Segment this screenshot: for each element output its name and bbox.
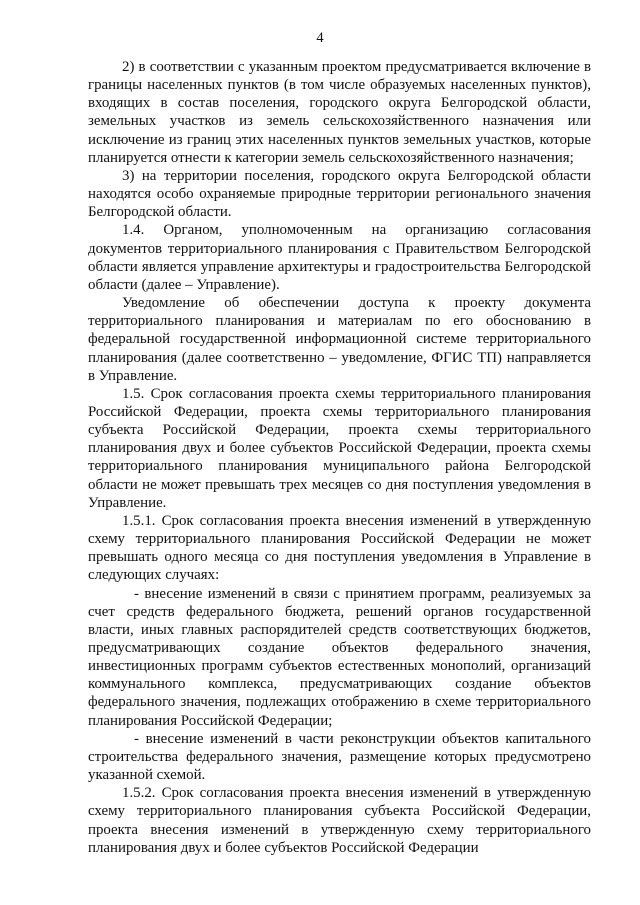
paragraph-item-3: 3) на территории поселения, городского округа Белгородской области находятся особо охраняемые природные территории регионального значения Белгородской области.	[88, 167, 591, 221]
paragraph-section-1-5-2: 1.5.2. Срок согласования проекта внесения изменений в утвержденную схему территориального планирования субъекта Российской Федерации, проекта внесения изменений в утвержденную схему территориального планирования двух и более субъектов Российской Федерации	[88, 785, 591, 856]
paragraph-item-2: 2) в соответствии с указанным проектом предусматривается включение в границы населенных пунктов (в том числе образуемых населенных пунктов), входящих в состав поселения, городского округа Белгородской области, земельных участков из земель сельскохозяйственного назначения или исключение из границ этих населенных пунктов земельных участков, которые планируется отнести к категории земель сельскохозяйственного назначения;	[88, 59, 591, 166]
paragraph-section-1-5-1: 1.5.1. Срок согласования проекта внесения изменений в утвержденную схему территориального планирования Российской Федерации не может превышать одного месяца со дня поступления уведомления в Управление в следующих случаях:	[88, 512, 591, 584]
page-number: 4	[316, 30, 324, 46]
document-body	[88, 58, 591, 857]
paragraph-section-1-5: 1.5. Срок согласования проекта схемы территориального планирования Российской Федерации, проекта схемы территориального планирования субъекта Российской Федерации, проекта схемы территориального планирования двух и более субъектов Российской Федерации, проекта схемы территориального планирования муниципального района Белгородской области не может превышать трех месяцев со дня поступления уведомления в Управление.	[88, 385, 591, 511]
paragraph-bullet-2: - внесение изменений в части реконструкции объектов капитального строительства федерального значения, размещение которых предусмотрено указанной схемой.	[88, 730, 591, 784]
paragraph-notification: Уведомление об обеспечении доступа к проекту документа территориального планирования и материалам по его обоснованию в федеральной государственной информационной системе территориального планирования (далее соответственно – уведомление, ФГИС ТП) направляется в Управление.	[88, 295, 591, 384]
paragraph-bullet-1: - внесение изменений в связи с принятием программ, реализуемых за счет средств федерального бюджета, решений органов государственной власти, иных главных распорядителей средств соответствующих бюджетов, предусматривающих создание объектов федерального значения, инвестиционных программ субъектов естественных монополий, организаций коммунального комплекса, предусматривающих создание объектов федерального значения, подлежащих отображению в схеме территориального планирования Российской Федерации;	[88, 585, 591, 729]
paragraph-section-1-4: 1.4. Органом, уполномоченным на организацию согласования документов территориального планирования с Правительством Белгородской области является управление архитектуры и градостроительства Белгородской области (далее – Управление).	[88, 222, 591, 293]
